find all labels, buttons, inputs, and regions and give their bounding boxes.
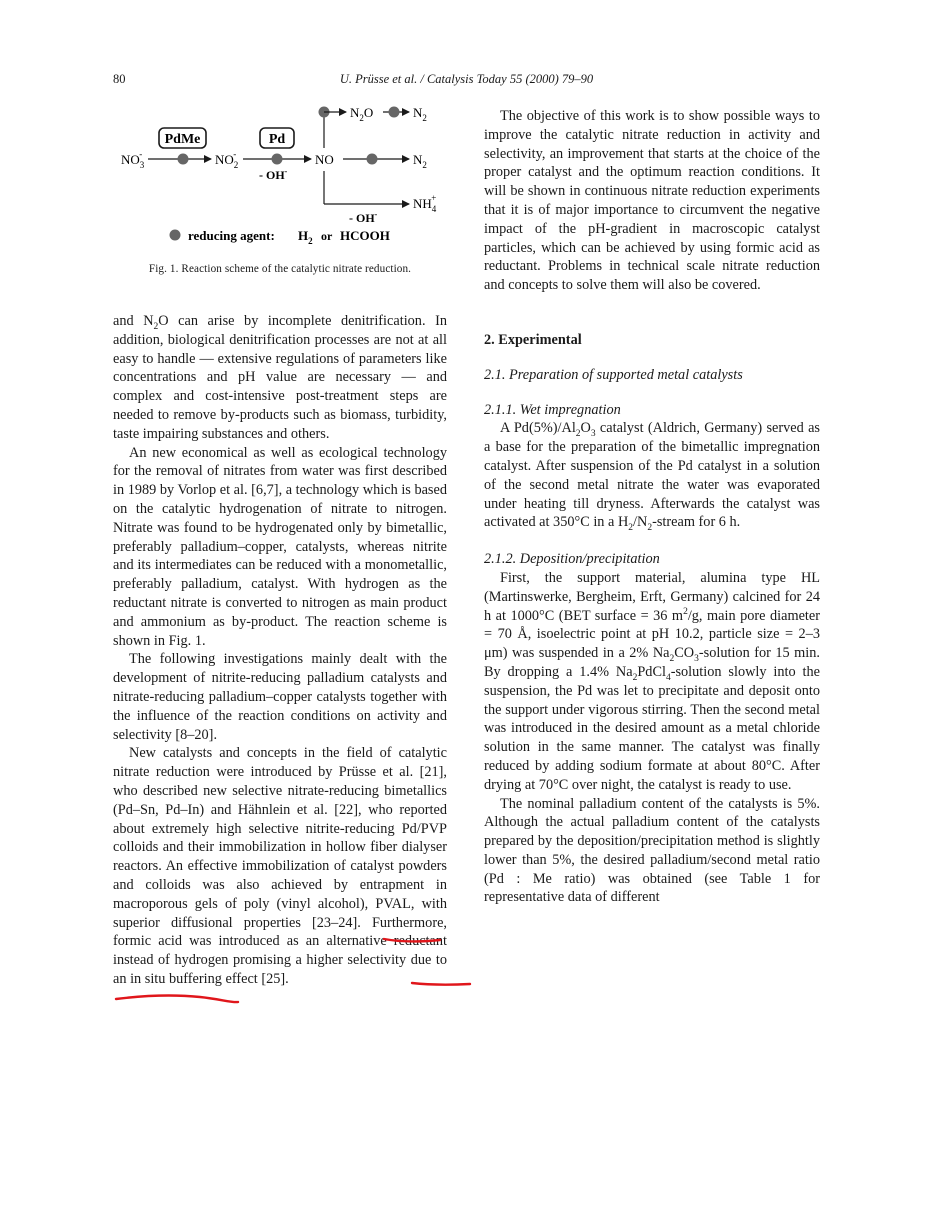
nitrate-label: $NO_3-$ <box>121 149 145 170</box>
paragraph-wet-impregnation: A $Pd(5\%)/Al_2O_3$ catalyst (Aldrich, Germany) served as a base for the preparation of the bimetallic impregnation catalyst. After suspension of the Pd catalyst in a solution of the second metal nitrate the water was evaporated under heating till dryness. Afterwards the catalyst was activated at 350°C in a $H_2/N_2$-stream for 6 h. <box>484 420 820 534</box>
paragraph-objective: The objective of this work is to show possible ways to improve the catalytic nitrate reduction in activity and selectivity, an improvement that starts at the choice of the proper catalyst and the optimum reaction conditions. It will be shown in continuous nitrate reduction experiments that it is of major importance to circumvent the negative impact of the pH-gradient in macroscopic catalyst particles, which can be achieved by using formic acid as reductant. Problems in technical scale nitrate reduction and concepts to solve them will also be covered. <box>484 108 820 294</box>
legend-dot <box>170 230 181 241</box>
paragraph-new-catalysts: New catalysts and concepts in the field of catalytic nitrate reduction were introduced by Prüsse et al. [21], who described new selective nitrate-reducing bimetallics (Pd–Sn, Pd–In) and Hähnlein et al. [22], who reported about extremely high selective nitrite-reducing Pd/PVP colloids and their immobilization in hollow fiber dialyser reactors. An effective immobilization of catalyst powders and colloids was also achieved by entrapment in macroporous gels of poly (vinyl alcohol), PVAL, with superior diffusional properties [23–24]. Furthermore, formic acid was introduced as an alternative reductant instead of hydrogen promising a higher selectivity due to an in situ buffering effect [25]. <box>113 745 447 987</box>
reducing-dot-2 <box>272 154 283 165</box>
paragraph-intro-cont: and $N_2O$ can arise by incomplete denitrification. In addition, biological denitrification processes are not at all easy to handle — extensive regulations of parameters like concentrations and pH value are necessary — and complex and cost-intensive post-treatment steps are needed to remove by-products such as biomass, turbidity, taste impairing substances and others. <box>113 313 447 442</box>
n2-top-label: $N_2$ <box>413 105 427 123</box>
subsubsection-heading-wet: 2.1.1. Wet impregnation <box>484 401 621 418</box>
legend-or: or <box>321 229 333 243</box>
reducing-dot-1 <box>178 154 189 165</box>
reducing-dot-3 <box>367 154 378 165</box>
paragraph-deposition: First, the support material, alumina type HL (Martinswerke, Bergheim, Erft, Germany) calcined for 24 h at 1000°C (BET surface = 36 $m^2/g$, main pore diameter = 70 Å, isoelectric point at pH 10.2, particle size = 2–3 μm) was suspended in a 2% $Na_2CO_3$-solution for 15 min. By dropping a 1.4% $Na_2PdCl_4$-solution slowly into the suspension, the Pd was let to precipitate and deposit onto the support under vigorous stirring. Then the second metal was introduced in the desired amount as a metal chloride solution in the same manner. The catalyst was finally reduced by adding sodium formate at about 80°C. After drying at 70°C over night, the catalyst is ready to use. <box>484 569 821 793</box>
page-number: 80 <box>113 72 126 86</box>
no-label: NO <box>315 152 334 167</box>
legend-label: reducing agent: <box>188 228 275 243</box>
subsubsection-heading-deposition: 2.1.2. Deposition/precipitation <box>484 551 660 568</box>
nitrite-label: $NO_2-$ <box>215 149 239 170</box>
paragraph-investigations: The following investigations mainly dealt with the development of nitrite-reducing palladium catalysts and nitrate-reducing palladium–copper catalysts together with the influence of the reaction conditions on activity and selectivity [8–20]. <box>113 651 447 743</box>
right-column <box>484 107 820 907</box>
running-title: U. Prüsse et al. / Catalysis Today 55 (2000) 79–90 <box>339 72 594 86</box>
oh-label-1: - OH- <box>259 167 288 182</box>
pd-label: Pd <box>268 132 286 147</box>
reducing-dot-5 <box>389 107 400 118</box>
legend-hcooh: HCOOH <box>340 228 390 243</box>
n2o-label: $N_2O$ <box>350 105 374 123</box>
paragraph-new-technology: An new economical as well as ecological technology for the removal of nitrates from water was first described in 1989 by Vorlop et al. [6,7], a technology which is based on the catalytic hydrogenation of nitrate to nitrogen. Nitrate was found to be hydrogenated only by bimetallic, preferably palladium–copper, catalysts, whereas nitrite and its intermediates can be reduced with a monometallic, preferably palladium, catalyst. With hydrogen as the reductant nitrate is converted to nitrogen as main product and ammonium as by-product. The reaction scheme is shown in Fig. 1. <box>113 444 447 649</box>
paragraph-nominal-content: The nominal palladium content of the catalysts is 5%. Although the actual palladium content of the catalysts prepared by the deposition/precipitation method is slightly lower than 5%, the desired palladium/second metal ratio (Pd : Me ratio) was obtained (see Table 1 for representative data of different <box>484 795 820 906</box>
figure-caption: Fig. 1. Reaction scheme of the catalytic nitrate reduction. <box>148 263 412 275</box>
pdme-label: PdMe <box>164 132 201 147</box>
reaction-scheme-diagram <box>113 96 447 256</box>
left-column <box>113 312 447 989</box>
figure-1 <box>113 96 447 286</box>
annotation-underline-situ-buffering <box>116 996 238 1003</box>
oh-label-2: - OH- <box>349 210 378 225</box>
page-header <box>113 72 820 90</box>
section-heading-experimental: 2. Experimental <box>484 331 582 348</box>
nh4-label: $NH_4+$ <box>413 193 437 214</box>
n2-mid-label: $N_2$ <box>413 152 427 170</box>
subsection-heading-preparation: 2.1. Preparation of supported metal catalysts <box>484 366 743 383</box>
legend-h2: $H_2$ <box>298 228 313 246</box>
